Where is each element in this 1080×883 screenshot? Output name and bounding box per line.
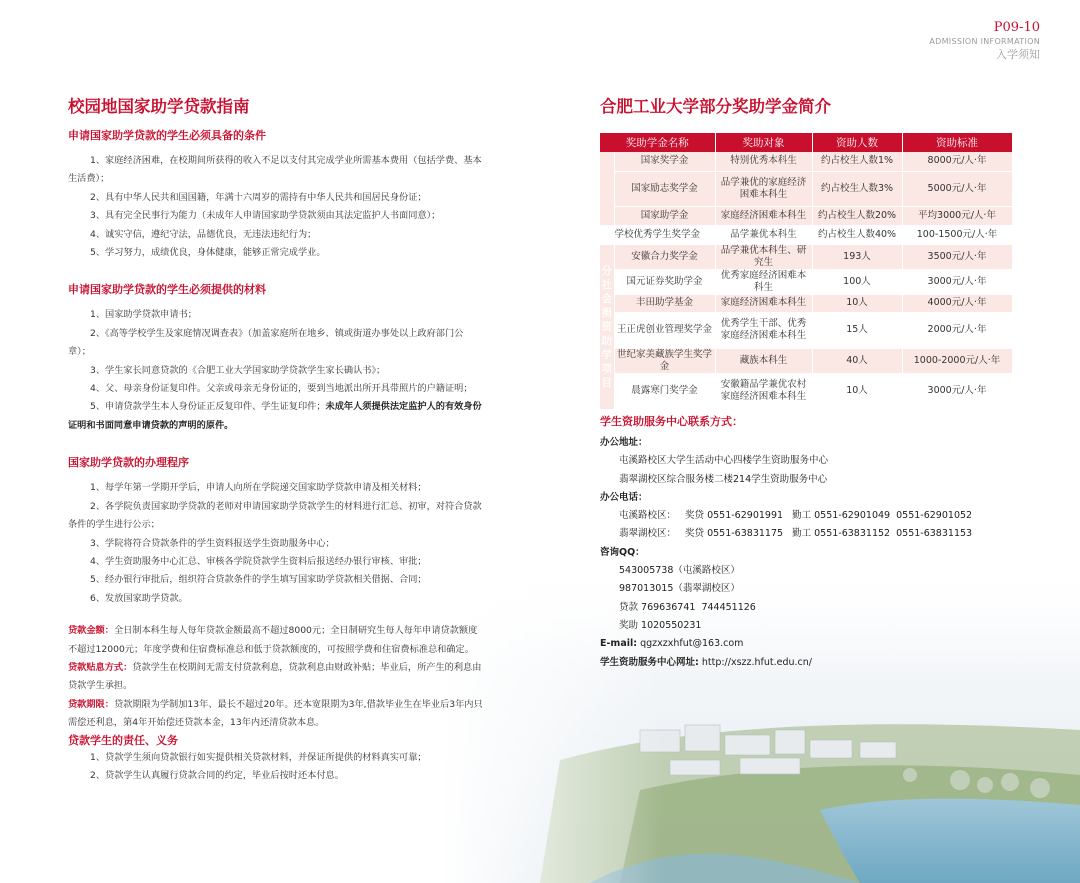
table-row bbox=[600, 171, 1012, 206]
loan-interest bbox=[68, 659, 484, 696]
qq-1: 543005738（屯溪路校区） bbox=[619, 565, 740, 577]
loan-term bbox=[68, 696, 484, 733]
condition-item: 5、学习努力，成绩优良，身体健康，能够正常完成学业。 bbox=[90, 247, 326, 259]
cell-count: 100人 bbox=[812, 269, 902, 294]
cell-name: 丰田助学基金 bbox=[614, 294, 715, 312]
condition-item: 3、具有完全民事行为能力（未成年人申请国家助学贷款须由其法定监护人书面同意）； bbox=[90, 210, 441, 222]
cell-name: 王正虎创业管理奖学金 bbox=[614, 312, 715, 348]
cell-target: 特别优秀本科生 bbox=[715, 152, 812, 171]
loan-interest-text: 贷款学生在校期间无需支付贷款利息，贷款利息由财政补贴；毕业后，所产生的利息由贷款学生承担。 bbox=[68, 661, 482, 692]
website-label: 学生资助服务中心网址: bbox=[600, 656, 699, 668]
cell-name: 国家励志奖学金 bbox=[614, 171, 715, 206]
table-row bbox=[600, 312, 1012, 348]
material-item bbox=[68, 398, 484, 435]
condition-item: 4、诚实守信，遵纪守法，品德优良，无违法违纪行为； bbox=[90, 228, 317, 240]
side-label-text: 分社会捐资助学项目 bbox=[601, 264, 612, 389]
col-header-target: 奖助对象 bbox=[715, 133, 812, 152]
cell-standard: 2000元/人·年 bbox=[902, 312, 1012, 348]
col-header-count: 资助人数 bbox=[812, 133, 902, 152]
contact-section bbox=[600, 414, 1030, 672]
loan-term-label: 贷款期限： bbox=[68, 698, 114, 710]
cell-count: 约占校生人数20% bbox=[812, 206, 902, 225]
table-row bbox=[600, 244, 1012, 269]
qq-4: 奖助 1020550231 bbox=[619, 619, 702, 631]
cell-count: 约占校生人数3% bbox=[812, 171, 902, 206]
material-item-5-bold: 未成年人须提供法定监护人的有效身份证明和书面同意申请贷款的声明的原件。 bbox=[68, 401, 482, 431]
cell-name: 世纪家美藏族学生奖学金 bbox=[614, 348, 715, 373]
cell-target: 藏族本科生 bbox=[715, 348, 812, 373]
cell-count: 15人 bbox=[812, 312, 902, 348]
condition-item: 1、家庭经济困难，在校期间所获得的收入不足以支付其完成学业所需基本费用（包括学费、基本生活费）； bbox=[68, 155, 482, 185]
table-row bbox=[600, 206, 1012, 225]
procedure-item: 5、经办银行审批后，组织符合贷款条件的学生填写国家助学贷款相关借据、合同； bbox=[90, 574, 427, 586]
cell-standard: 8000元/人·年 bbox=[902, 152, 1012, 171]
email-label: E-mail: bbox=[600, 638, 638, 650]
duty-item: 2、贷款学生认真履行贷款合同的约定，毕业后按时还本付息。 bbox=[90, 769, 344, 781]
loan-amount-text: 全日制本科生每人每年贷款金额最高不超过8000元；全日制研究生每人每年申请贷款额度不超过12000元；年度学费和住宿费标准总和低于贷款额度的，可按照学费和住宿费标准总和确定。 bbox=[68, 625, 478, 655]
cell-standard: 3500元/人·年 bbox=[902, 244, 1012, 269]
table-row bbox=[600, 294, 1012, 312]
material-item-5-plain: 5、申请贷款学生本人身份证正反复印件、学生证复印件； bbox=[90, 401, 326, 413]
page-number: P09-10 bbox=[993, 20, 1040, 35]
email-link[interactable]: qgzxzxhfut@163.com bbox=[640, 638, 744, 650]
cell-standard: 3000元/人·年 bbox=[902, 373, 1012, 409]
qq-3: 贷款 769636741 744451126 bbox=[619, 601, 756, 613]
cell-target: 家庭经济困难本科生 bbox=[715, 206, 812, 225]
office-phone-2: 翡翠湖校区： 奖贷 0551-63831175 勤工 0551-63831152 0551-63831153 bbox=[619, 528, 973, 540]
col-header-name: 奖助学金名称 bbox=[600, 133, 715, 152]
table-row bbox=[600, 225, 1012, 244]
section-english: ADMISSION INFORMATION bbox=[929, 37, 1040, 46]
right-title: 合肥工业大学部分奖助学金简介 bbox=[600, 97, 831, 116]
contact-heading: 学生资助服务中心联系方式： bbox=[600, 415, 743, 428]
qq-label: 咨询QQ： bbox=[600, 546, 645, 558]
office-address-label: 办公地址： bbox=[600, 437, 648, 448]
material-item: 2、《高等学校学生及家庭情况调查表》（加盖家庭所在地乡、镇或街道办事处以上政府部门公章）； bbox=[68, 327, 464, 358]
material-item: 3、学生家长同意贷款的《合肥工业大学国家助学贷款学生家长确认书》； bbox=[90, 364, 386, 376]
loan-interest-label: 贷款贴息方式： bbox=[68, 661, 133, 673]
cell-standard: 平均3000元/人·年 bbox=[902, 206, 1012, 225]
procedure-item: 4、学生资助服务中心汇总、审核各学院贷款学生资料后报送经办银行审核、审批； bbox=[90, 555, 427, 567]
cell-target: 品学兼优的家庭经济困难本科生 bbox=[715, 171, 812, 206]
office-address-2: 翡翠湖校区综合服务楼二楼214学生资助服务中心 bbox=[619, 473, 828, 485]
procedure-item: 3、学院将符合贷款条件的学生资料报送学生资助服务中心； bbox=[90, 537, 335, 549]
side-label-social-donation bbox=[600, 244, 614, 409]
materials-heading: 申请国家助学贷款的学生必须提供的材料 bbox=[68, 283, 266, 297]
table-row bbox=[600, 152, 1012, 171]
material-item: 4、父、母亲身份证复印件。父亲或母亲无身份证的，要到当地派出所开具带照片的户籍证明； bbox=[90, 383, 473, 395]
cell-count: 约占校生人数40% bbox=[812, 225, 902, 244]
scholarship-table bbox=[600, 133, 1013, 410]
scholarship-table-wrap bbox=[600, 133, 1012, 410]
procedure-item: 2、各学院负责国家助学贷款的老师对申请国家助学贷款学生的材料进行汇总、初审，对符合贷款条件的学生进行公示； bbox=[68, 500, 482, 531]
table-row bbox=[600, 269, 1012, 294]
qq-2: 987013015（翡翠湖校区） bbox=[619, 583, 740, 595]
material-item: 1、国家助学贷款申请书； bbox=[90, 309, 197, 321]
duty-heading: 贷款学生的责任、义务 bbox=[68, 733, 178, 747]
website-line bbox=[600, 654, 1030, 672]
table-header-row bbox=[600, 133, 1012, 152]
cell-standard: 1000-2000元/人·年 bbox=[902, 348, 1012, 373]
cell-target: 品学兼优本科生 bbox=[715, 225, 812, 244]
office-address-1: 屯溪路校区大学生活动中心四楼学生资助服务中心 bbox=[619, 455, 829, 467]
cell-target: 家庭经济困难本科生 bbox=[715, 294, 812, 312]
cell-count: 约占校生人数1% bbox=[812, 152, 902, 171]
condition-item: 2、具有中华人民共和国国籍，年满十六周岁的需持有中华人民共和国居民身份证； bbox=[90, 191, 427, 203]
cell-count: 10人 bbox=[812, 294, 902, 312]
cell-name: 国元证券奖助学金 bbox=[614, 269, 715, 294]
procedure-item: 1、每学年第一学期开学后，申请人向所在学院递交国家助学贷款申请及相关材料； bbox=[90, 482, 427, 494]
cell-standard: 3000元/人·年 bbox=[902, 269, 1012, 294]
cell-standard: 100-1500元/人·年 bbox=[902, 225, 1012, 244]
cell-target: 优秀学生干部、优秀家庭经济困难本科生 bbox=[715, 312, 812, 348]
page-header bbox=[929, 20, 1040, 62]
procedure-heading: 国家助学贷款的办理程序 bbox=[68, 456, 189, 470]
cell-count: 10人 bbox=[812, 373, 902, 409]
loan-term-text: 贷款期限为学制加13年、最长不超过20年。还本宽限期为3年,借款毕业生在毕业后3年内只需偿还利息，第4年开始偿还贷款本金，13年内还清贷款本息。 bbox=[68, 698, 483, 729]
procedure-item: 6、发放国家助学贷款。 bbox=[90, 592, 188, 604]
col-header-standard: 资助标准 bbox=[902, 133, 1012, 152]
cell-name: 国家助学金 bbox=[614, 206, 715, 225]
conditions-heading: 申请国家助学贷款的学生必须具备的条件 bbox=[68, 129, 266, 142]
loan-amount-label: 贷款金额： bbox=[68, 625, 114, 637]
section-chinese: 入学须知 bbox=[996, 48, 1040, 61]
cell-standard: 4000元/人·年 bbox=[902, 294, 1012, 312]
cell-name: 学校优秀学生奖学金 bbox=[600, 225, 715, 244]
cell-name: 晨露寒门奖学金 bbox=[614, 373, 715, 409]
cell-name: 国家奖学金 bbox=[614, 152, 715, 171]
website-link[interactable]: http://xszz.hfut.edu.cn/ bbox=[701, 656, 813, 668]
cell-target: 优秀家庭经济困难本科生 bbox=[715, 269, 812, 294]
cell-count: 193人 bbox=[812, 244, 902, 269]
cell-target: 安徽籍品学兼优农村家庭经济困难本科生 bbox=[715, 373, 812, 409]
cell-name: 安徽合力奖学金 bbox=[614, 244, 715, 269]
table-row bbox=[600, 348, 1012, 373]
left-title: 校园地国家助学贷款指南 bbox=[68, 97, 250, 116]
table-row bbox=[600, 373, 1012, 409]
email-line bbox=[600, 635, 1030, 653]
loan-guide-column bbox=[68, 128, 484, 785]
cell-target: 品学兼优本科生、研究生 bbox=[715, 244, 812, 269]
office-phone-label: 办公电话： bbox=[600, 491, 648, 503]
duty-item: 1、贷款学生须向贷款银行如实提供相关贷款材料，并保证所提供的材料真实可靠； bbox=[90, 751, 427, 763]
loan-amount bbox=[68, 622, 484, 659]
side-marker-national bbox=[600, 152, 614, 225]
cell-count: 40人 bbox=[812, 348, 902, 373]
office-phone-1: 屯溪路校区： 奖贷 0551-62901991 勤工 0551-62901049 0551-62901052 bbox=[619, 510, 973, 522]
cell-standard: 5000元/人·年 bbox=[902, 171, 1012, 206]
